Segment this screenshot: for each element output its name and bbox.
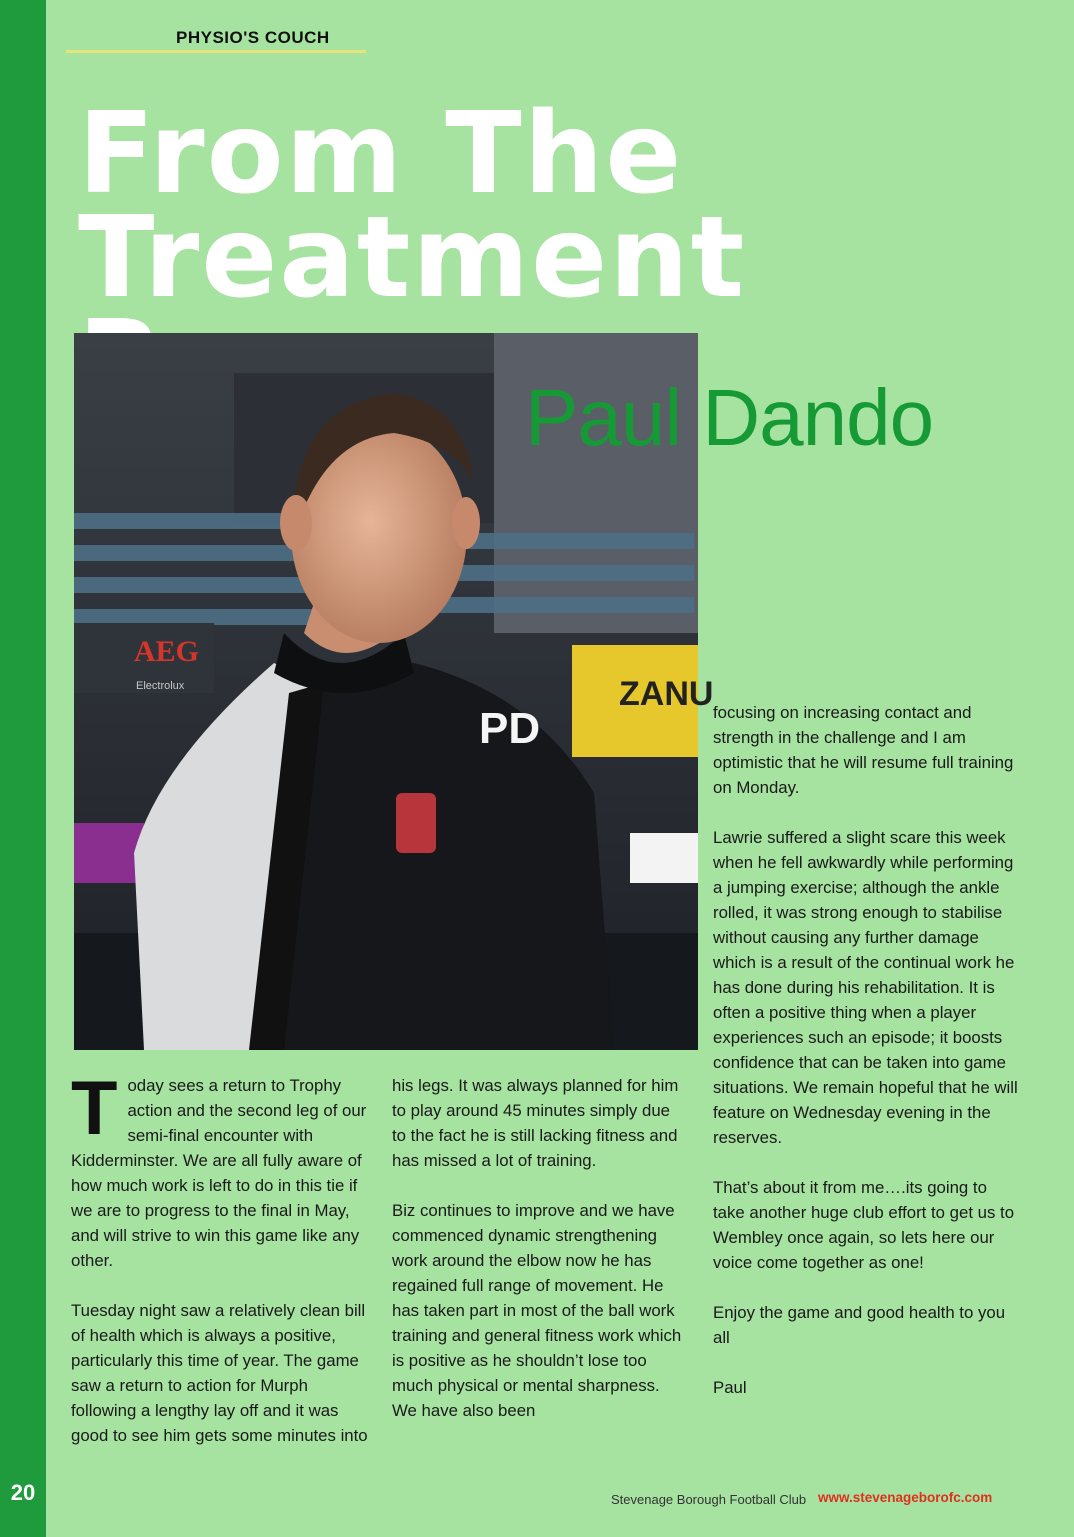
paragraph: Lawrie suffered a slight scare this week when he fell awkwardly while performing a jumping exercise; although the ankle rolled, it was strong enough to stabilise without causing any further damage which is a result of the continual work he has done during his rehabilitation. It is often a positive thing when a player experiences such an episode; it boosts confidence that can be taken into game situations. We remain hopeful that he will feature on Wednesday evening in the reserves. [713,828,1018,1147]
article-column-2 [392,1073,688,1448]
paragraph: focusing on increasing contact and strength in the challenge and I am optimistic that he will resume full training on Monday. [713,703,1014,797]
paragraph: Tuesday night saw a relatively clean bill of health which is always a positive, particularly this time of year. The game saw a return to action for Murph following a lengthy lay off and it was good to see him gets some minutes into [71,1301,368,1445]
article-column-3 [713,700,1019,1425]
photo-shirt-initials: PD [479,704,541,753]
left-color-bar [0,0,46,1537]
footer-website-link[interactable]: www.stevenageborofc.com [818,1490,993,1505]
photo-ad-zanu: ZANU [619,675,714,713]
paragraph: Biz continues to improve and we have commenced dynamic strengthening work around the elbow now he has regained full range of movement. He has taken part in most of the ball work training and general fitness work which is positive as he shouldn’t lose too much physical or mental sharpness. We have also been [392,1201,682,1420]
section-label: PHYSIO'S COUCH [176,28,330,47]
author-first-name: Paul [525,373,682,462]
paragraph: That’s about it from me….its going to take another huge club effort to get us to Wembley once again, so lets here our voice come together as one! [713,1178,1015,1272]
paragraph [71,1066,374,1273]
drop-cap: T [71,1066,118,1151]
signoff: Paul [713,1378,747,1397]
paragraph: his legs. It was always planned for him to play around 45 minutes simply due to the fact he is still lacking fitness and has missed a lot of training. [392,1076,679,1170]
page-number: 20 [10,1480,36,1505]
headline-line-1: From The [78,89,684,219]
headline-line-2: Treatment [78,193,747,323]
author-name [525,372,933,464]
author-last-name: Dando [702,373,934,462]
article-column-1 [71,1066,374,1473]
footer-club-name: Stevenage Borough Football Club [611,1492,807,1507]
paragraph: Enjoy the game and good health to you all [713,1303,1006,1347]
photo-ad-aeg: AEG [134,635,200,668]
photo-ad-electrolux: Electrolux [136,680,185,692]
paragraph-text: oday sees a return to Trophy action and the second leg of our semi-final encounter with Kidderminster. We are all fully aware of how much work is left to do in this tie if we are to progress to the final in May, and will strive to win this game like any other. [71,1076,367,1270]
section-rule [66,50,366,53]
